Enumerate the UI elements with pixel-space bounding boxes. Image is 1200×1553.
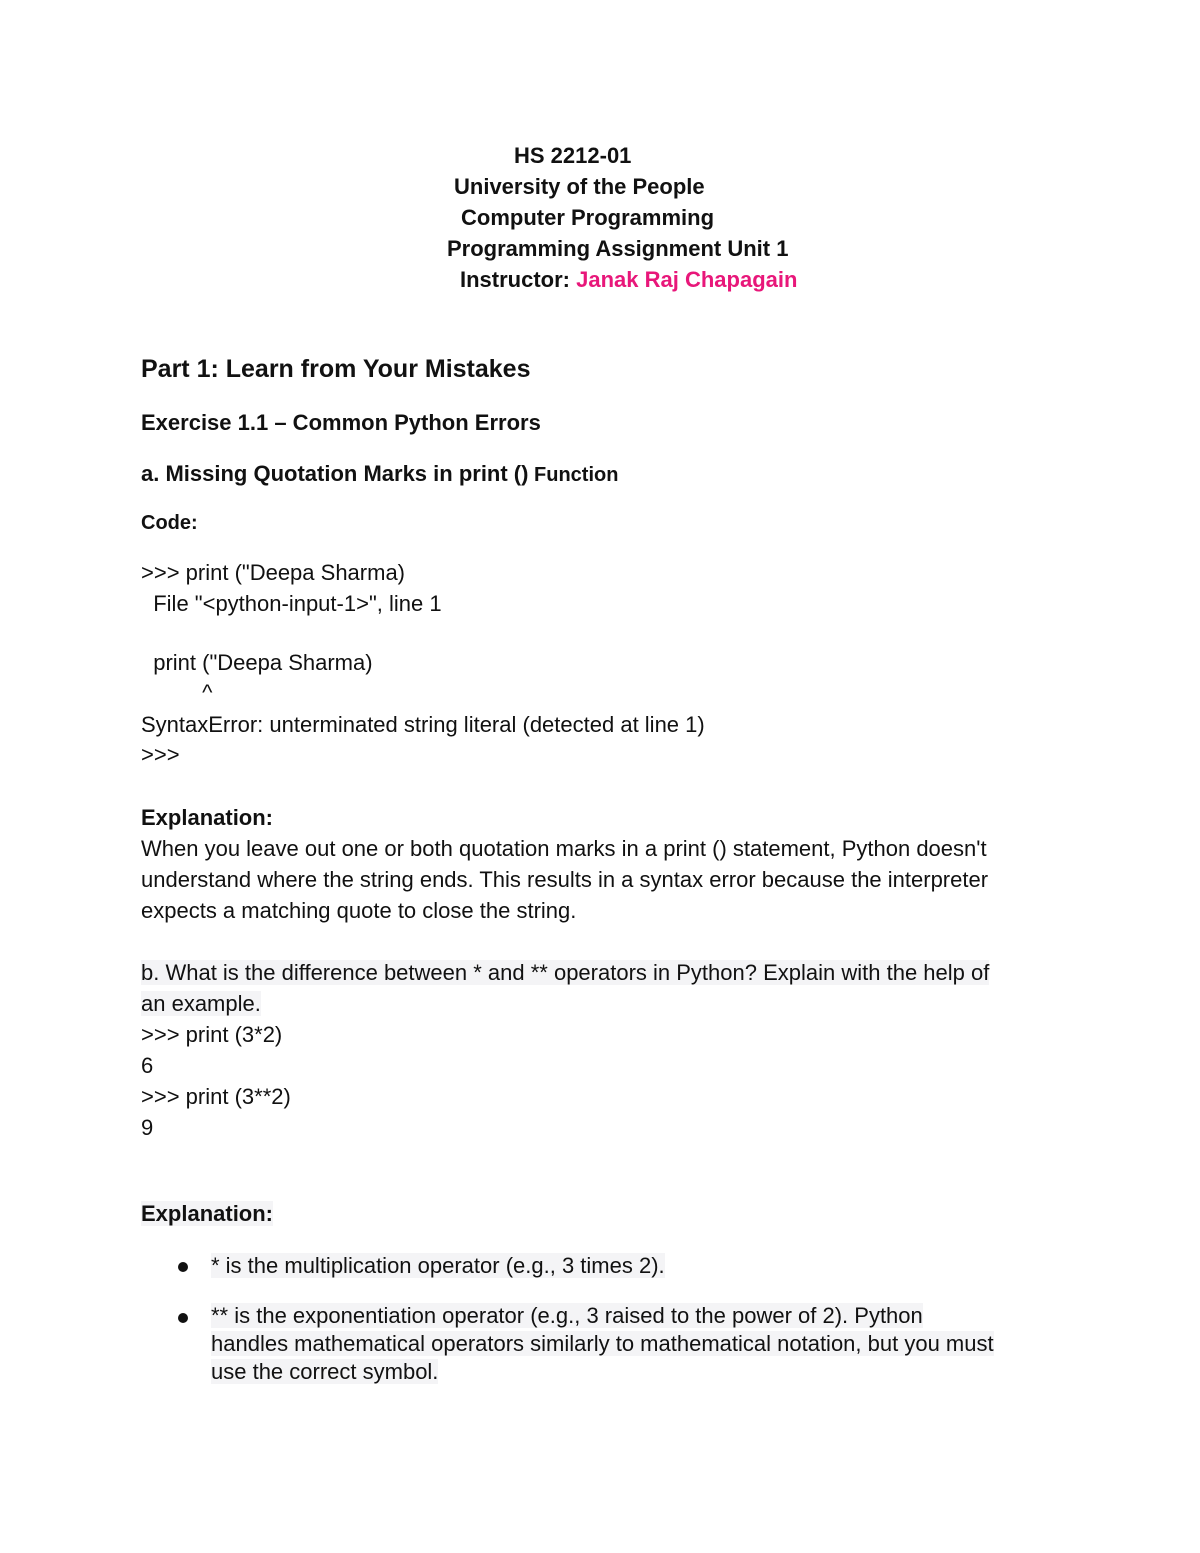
instructor-line [460,265,797,295]
code-line: >>> print (3*2) [141,1022,283,1047]
instructor-label: Instructor: [460,267,570,292]
question-line [141,989,261,1019]
course-code: HS 2212-01 [514,143,632,168]
code-line: >>> [141,742,180,767]
code-output: 9 [141,1115,154,1140]
bullet-text: use the correct symbol. [211,1359,439,1384]
exercise-title: Exercise 1.1 – Common Python Errors [141,410,541,435]
section-a-title-tail: Function [528,464,619,486]
code-caret-line: ^ [141,680,213,705]
explanation-line: When you leave out one or both quotation marks in a print () statement, Python doesn't [141,836,987,861]
course-name: Computer Programming [461,205,715,230]
university-name: University of the People [454,174,705,199]
code-label: Code: [141,512,198,534]
bullet-text: handles mathematical operators similarly to mathematical notation, but you must [211,1331,994,1356]
bullet-dot [178,1313,188,1323]
question-line [141,958,989,988]
explanation-line: understand where the string ends. This results in a syntax error because the interpreter [141,867,989,892]
section-a-title [141,459,618,490]
explanation-label: Explanation: [141,805,274,830]
question-text: an example. [141,991,261,1016]
code-line: SyntaxError: unterminated string literal (detected at line 1) [141,712,705,737]
bullet-item-cont [211,1358,438,1386]
part-title: Part 1: Learn from Your Mistakes [141,355,531,383]
code-line: >>> print (3**2) [141,1084,291,1109]
bullet-text: * is the multiplication operator (e.g., 3 times 2). [211,1253,665,1278]
bullet-text: ** is the exponentiation operator (e.g., 3 raised to the power of 2). Python [211,1303,923,1328]
explanation-label-line [141,1199,273,1229]
code-output: 6 [141,1053,154,1078]
section-a-title-main: a. Missing Quotation Marks in print () [141,461,529,486]
bullet-item-cont [211,1330,994,1358]
bullet-dot [178,1262,188,1272]
instructor-name: Janak Raj Chapagain [576,267,798,292]
explanation-line: expects a matching quote to close the string. [141,898,577,923]
question-text: b. What is the difference between * and ** operators in Python? Explain with the help of [141,960,990,985]
bullet-item [211,1251,665,1281]
bullet-item [211,1302,923,1330]
code-line: File "<python-input-1>", line 1 [141,591,442,616]
explanation-label: Explanation: [141,1201,274,1226]
code-line: >>> print ("Deepa Sharma) [141,560,405,585]
assignment-title: Programming Assignment Unit 1 [447,236,789,261]
code-line: print ("Deepa Sharma) [141,650,373,675]
